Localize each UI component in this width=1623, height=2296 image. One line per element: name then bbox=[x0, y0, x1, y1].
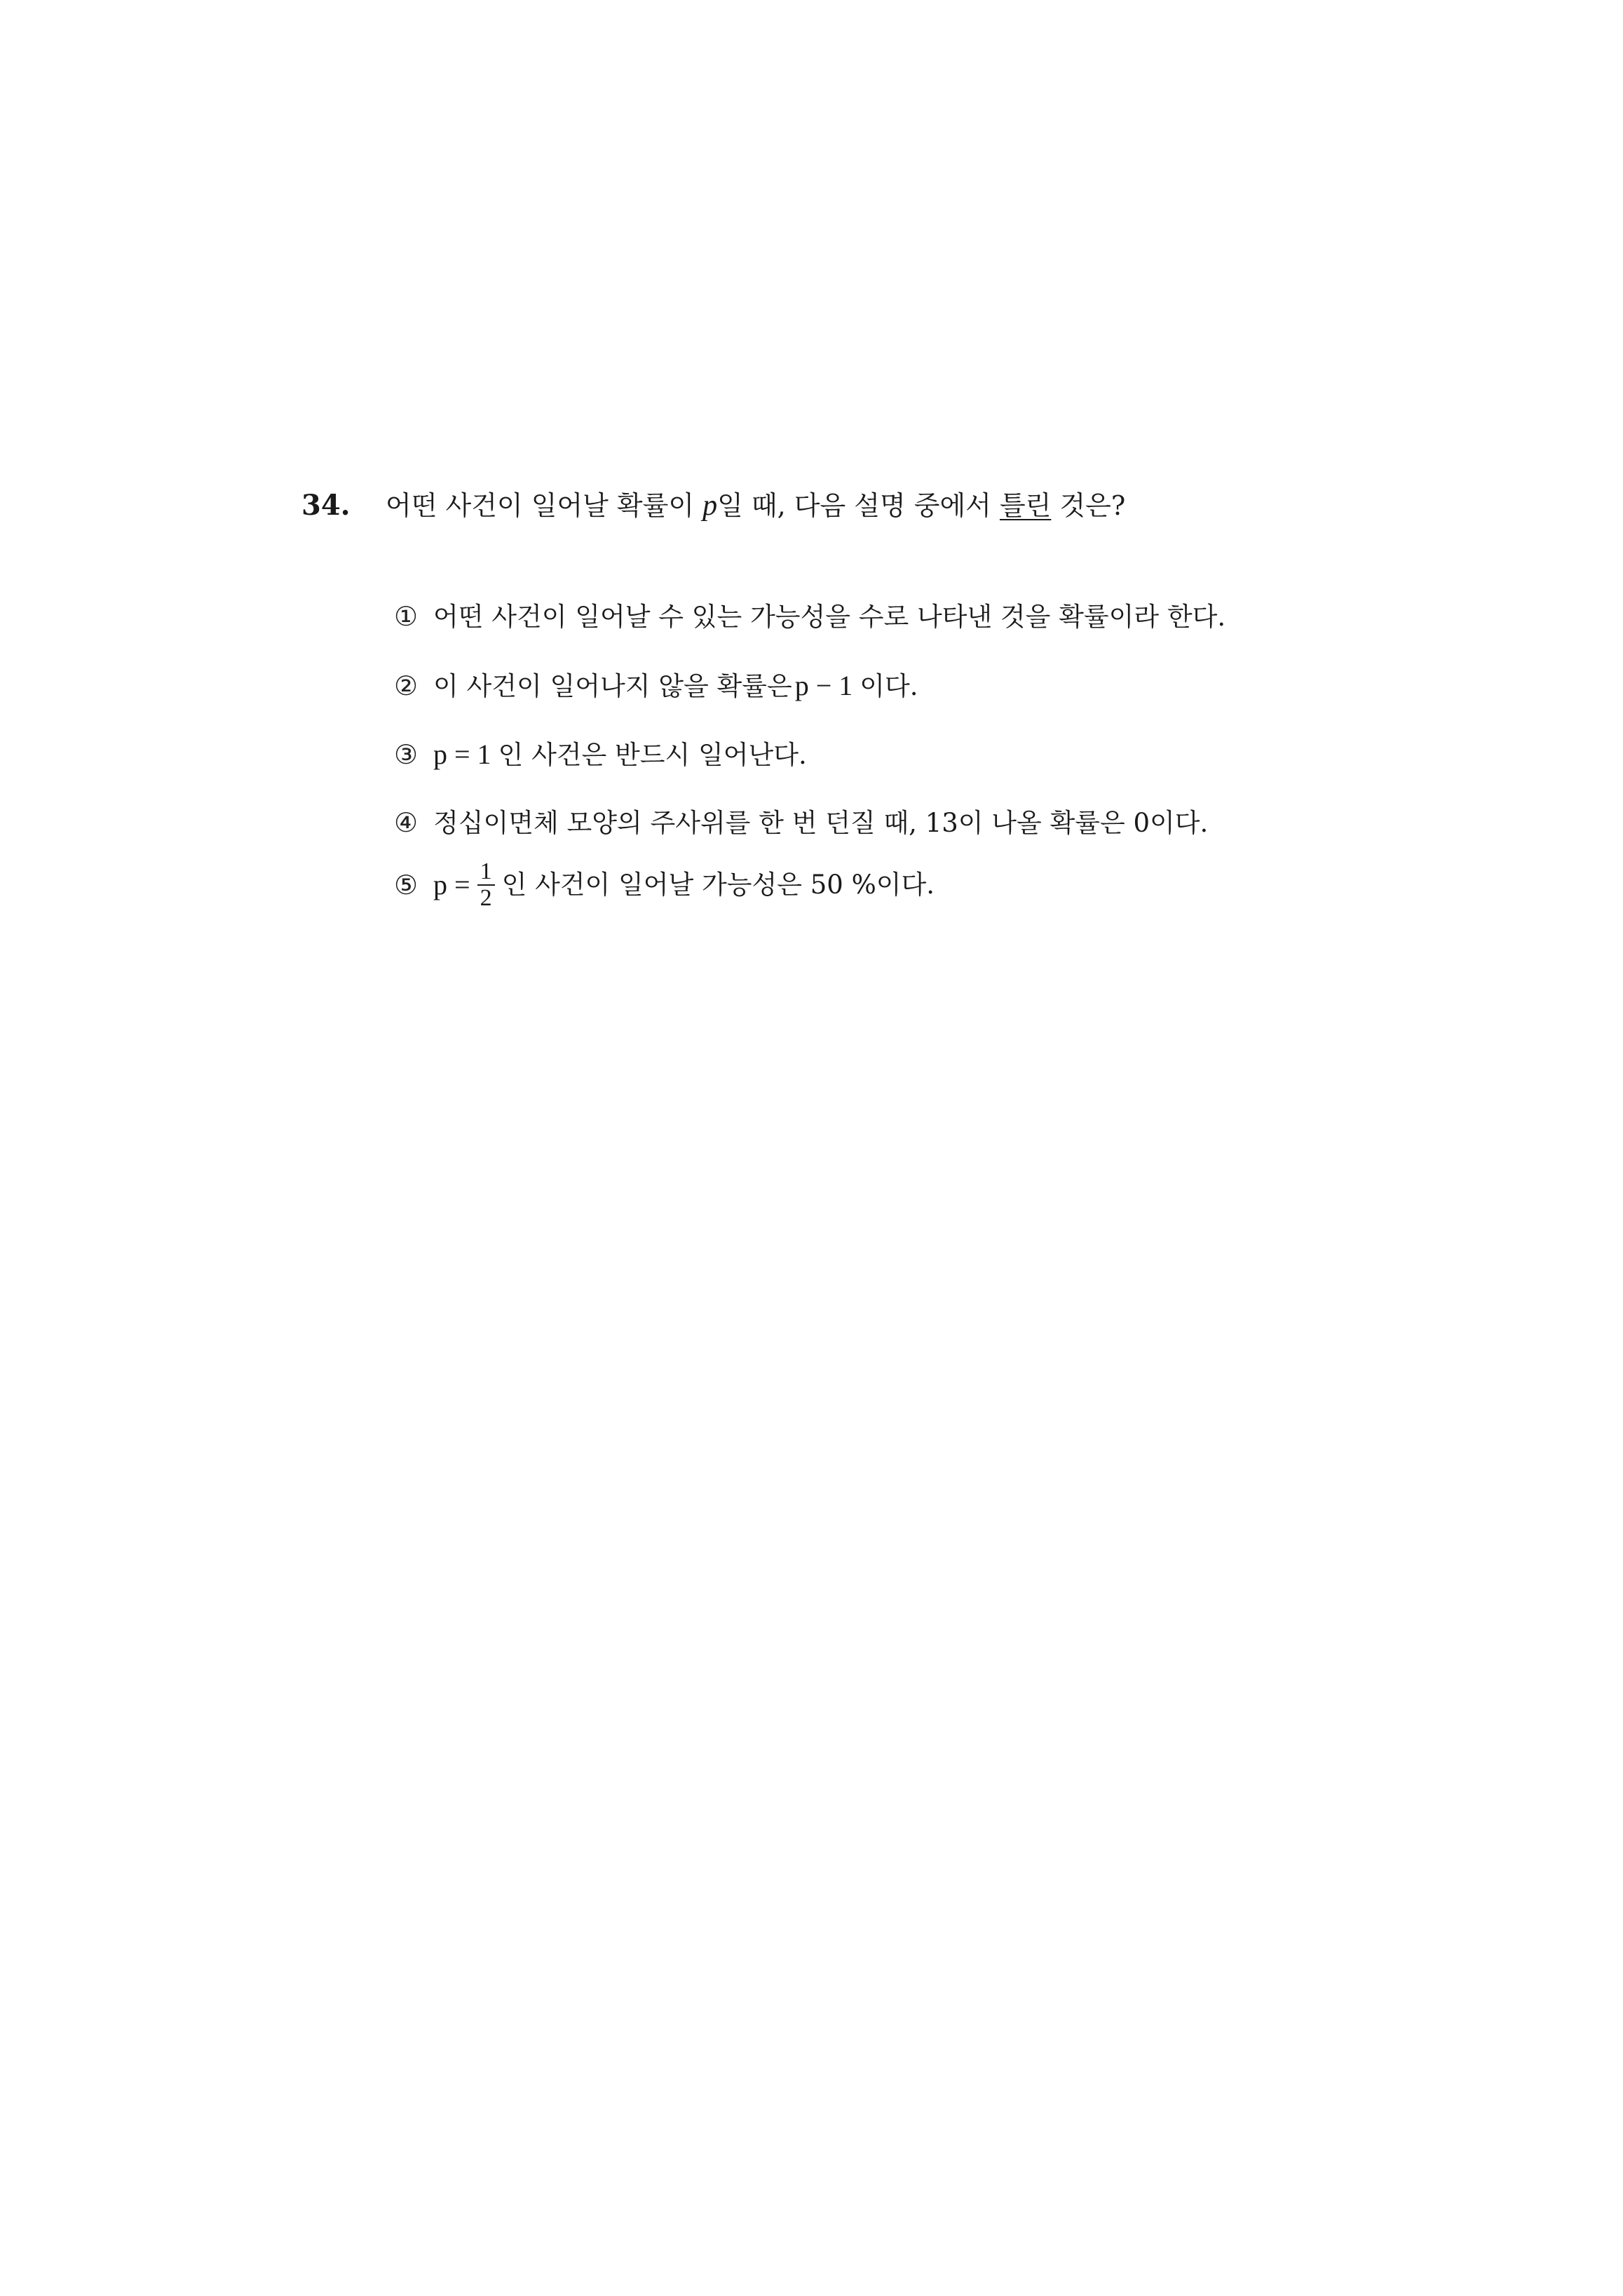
fraction-numerator: 1 bbox=[477, 859, 495, 886]
question-stem bbox=[386, 491, 1125, 520]
question-stem-part: 어떤 사건이 일어날 확률이 bbox=[386, 490, 703, 521]
choice-marker: ② bbox=[394, 670, 419, 701]
choice-5[interactable] bbox=[394, 859, 935, 910]
choice-marker: ③ bbox=[394, 739, 419, 770]
choice-2[interactable] bbox=[394, 672, 918, 700]
question-block bbox=[301, 489, 1353, 911]
choice-text: 인 사건은 반드시 일어난다. bbox=[498, 739, 807, 770]
choice-text: 어떤 사건이 일어날 수 있는 가능성을 수로 나타낸 것을 확률이라 한다. bbox=[433, 601, 1226, 632]
math-expression: p = 1 bbox=[433, 738, 491, 770]
choice-1[interactable] bbox=[394, 603, 1225, 630]
choice-text: 정십이면체 모양의 주사위를 한 번 던질 때, 13이 나올 확률은 0이다. bbox=[433, 807, 1209, 838]
choice-text: 이 사건이 일어나지 않을 확률은 bbox=[433, 670, 792, 701]
choice-marker: ① bbox=[394, 601, 419, 632]
question-number: 34. bbox=[301, 489, 351, 522]
question-stem-part: 일 때, 다음 설명 중에서 bbox=[717, 490, 1000, 521]
choice-3[interactable] bbox=[394, 738, 807, 770]
question-stem-part: 것은? bbox=[1051, 490, 1126, 521]
choice-text: 이다. bbox=[860, 670, 918, 701]
math-expression: p − 1 bbox=[794, 670, 853, 701]
underlined-keyword: 틀린 bbox=[999, 490, 1052, 521]
variable-p: p bbox=[702, 489, 718, 522]
question-header bbox=[301, 491, 1353, 520]
fraction bbox=[477, 859, 495, 910]
choice-4[interactable] bbox=[394, 809, 1208, 836]
choice-marker: ⑤ bbox=[394, 869, 419, 900]
fraction-denominator: 2 bbox=[480, 884, 492, 911]
math-expression: p = bbox=[433, 868, 470, 900]
choice-marker: ④ bbox=[394, 807, 419, 838]
choice-text: 인 사건이 일어날 가능성은 50 %이다. bbox=[501, 870, 935, 900]
